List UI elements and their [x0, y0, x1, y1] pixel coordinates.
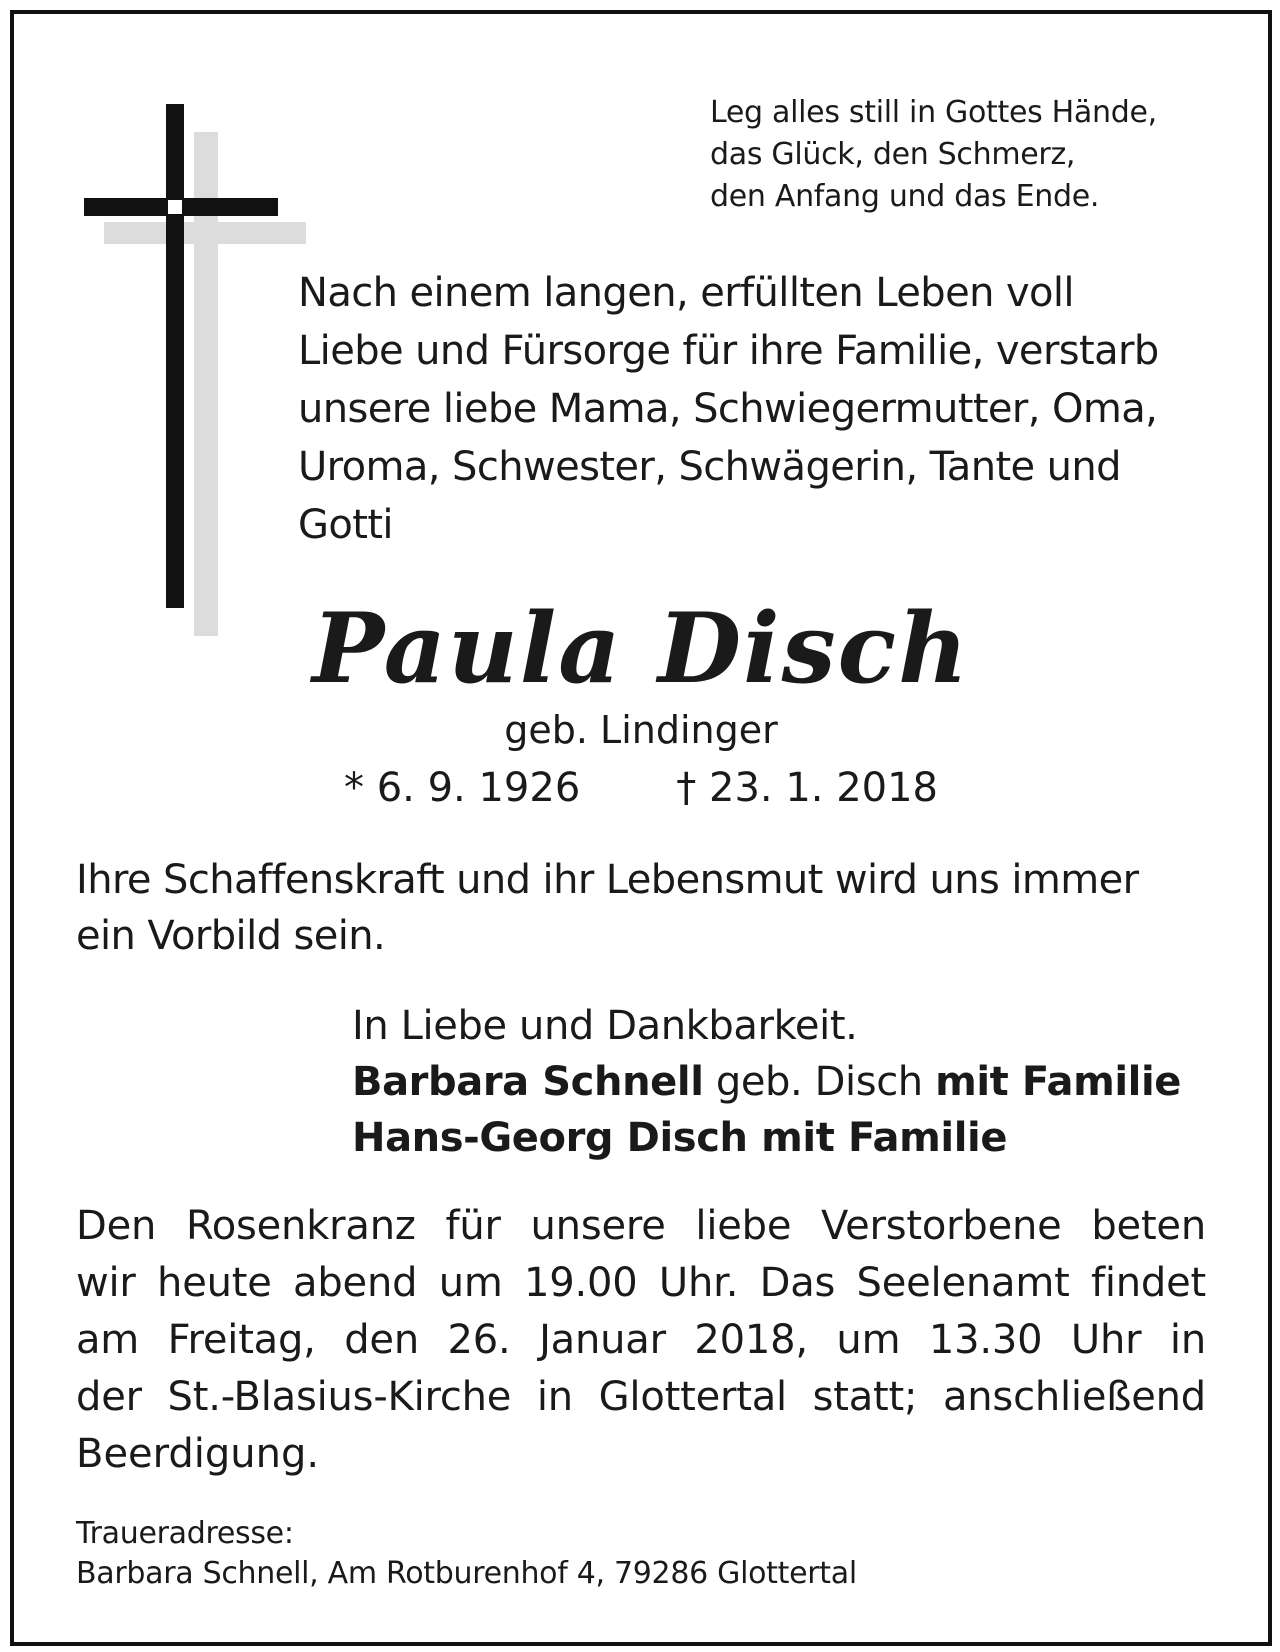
signatory-barbara	[352, 1054, 1232, 1110]
tribute-line: ein Vorbild sein.	[76, 913, 386, 959]
signatory-hans-georg: Hans-Georg Disch mit Familie	[352, 1115, 1008, 1161]
motto-verse	[710, 92, 1250, 218]
service-line: der St.-Blasius-Kirche in Glottertal statt; anschließend	[76, 1374, 1206, 1420]
intro-line: Gotti	[298, 502, 393, 548]
tribute-line: Ihre Schaffenskraft und ihr Lebensmut wird uns immer	[76, 857, 1139, 903]
closing-line: In Liebe und Dankbarkeit.	[352, 1003, 858, 1049]
intro-text	[298, 264, 1228, 554]
signatory-family: mit Familie	[935, 1059, 1182, 1105]
intro-line: unsere liebe Mama, Schwiegermutter, Oma,	[298, 386, 1158, 432]
life-dates	[14, 762, 1268, 814]
motto-line: das Glück, den Schmerz,	[710, 137, 1076, 172]
obituary-notice	[10, 10, 1272, 1646]
service-line: Beerdigung.	[76, 1431, 320, 1477]
service-line: am Freitag, den 26. Januar 2018, um 13.30 Uhr in	[76, 1317, 1206, 1363]
motto-line: Leg alles still in Gottes Hände,	[710, 95, 1157, 130]
address-value: Barbara Schnell, Am Rotburenhof 4, 79286 Glottertal	[76, 1556, 857, 1591]
signature-block	[352, 998, 1232, 1166]
address-label: Traueradresse:	[76, 1516, 294, 1551]
signatory-name: Barbara Schnell	[352, 1059, 704, 1105]
death-date: † 23. 1. 2018	[676, 765, 938, 811]
intro-line: Liebe und Fürsorge für ihre Familie, verstarb	[298, 328, 1159, 374]
maiden-name: geb. Lindinger	[504, 708, 778, 752]
service-line: Den Rosenkranz für unsere liebe Verstorbene beten	[76, 1203, 1206, 1249]
signatory-maiden: geb. Disch	[703, 1059, 936, 1105]
motto-line: den Anfang und das Ende.	[710, 179, 1100, 214]
birth-date: * 6. 9. 1926	[344, 765, 581, 811]
intro-line: Uroma, Schwester, Schwägerin, Tante und	[298, 444, 1121, 490]
deceased-name: Paula Disch	[312, 592, 970, 705]
tribute-text	[76, 852, 1216, 964]
cross-icon	[74, 92, 314, 652]
service-line: wir heute abend um 19.00 Uhr. Das Seelenamt findet	[76, 1260, 1206, 1306]
mourning-address	[76, 1514, 1076, 1594]
intro-line: Nach einem langen, erfüllten Leben voll	[298, 270, 1074, 316]
service-info	[76, 1198, 1206, 1483]
